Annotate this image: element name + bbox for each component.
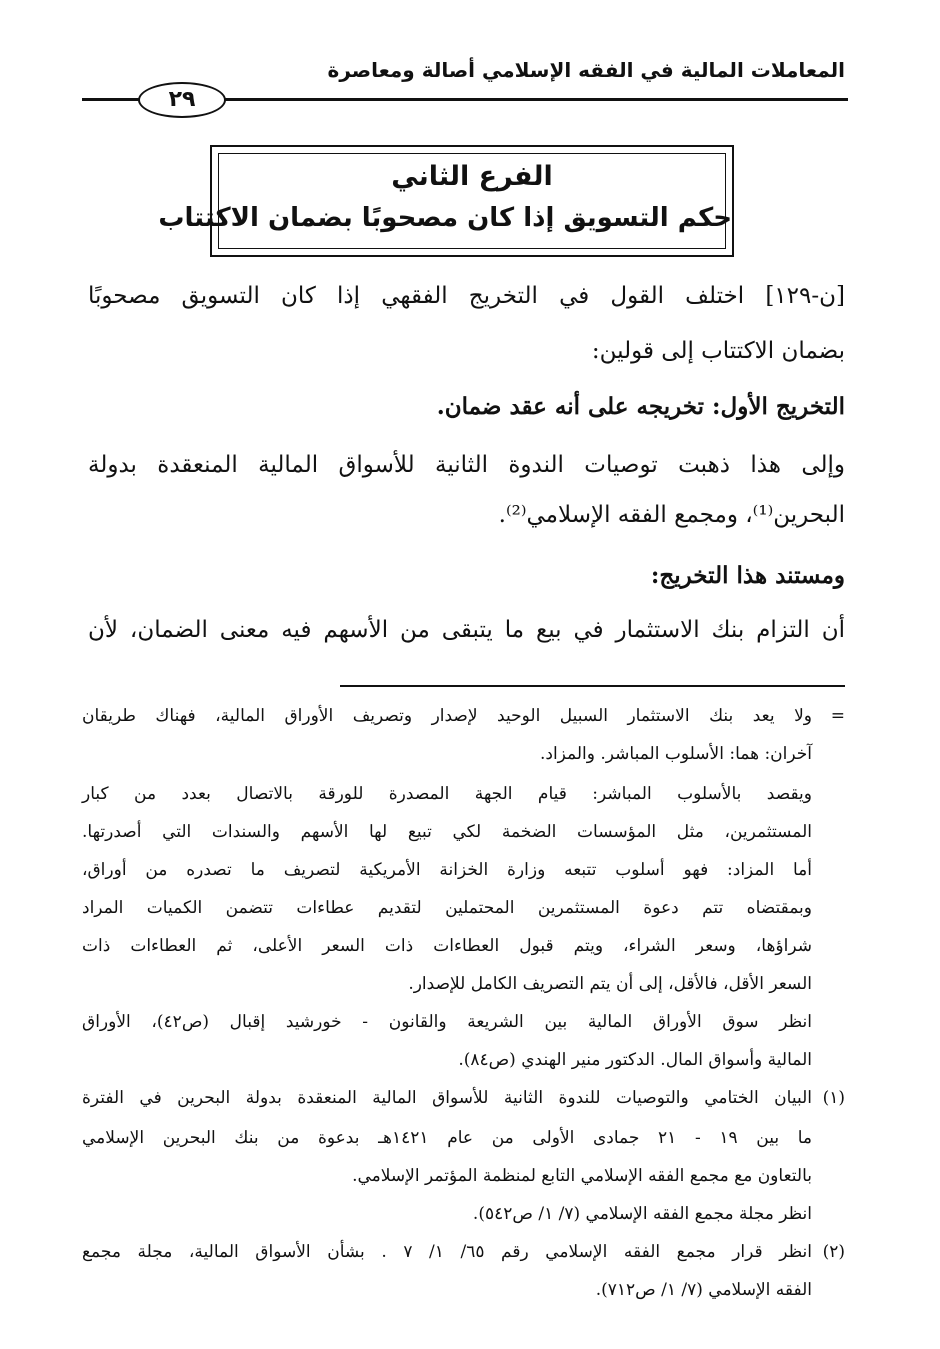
- paragraph-line: وإلى هذا ذهبت توصيات الندوة الثانية للأسواق المالية المنعقدة بدولة: [88, 452, 845, 478]
- footnote-2-line: الفقه الإسلامي (٧/ ١/ ص٧١٢).: [595, 1280, 812, 1300]
- footnote-line: السعر الأقل، فالأقل، إلى أن يتم التصريف الكامل للإصدار.: [408, 974, 812, 994]
- paragraph-line: البحرين⁽¹⁾، ومجمع الفقه الإسلامي⁽²⁾.: [498, 502, 845, 528]
- footnote-2-marker: (٢): [822, 1242, 845, 1262]
- page-number: ٢٩: [138, 82, 226, 118]
- footnote-line: شراؤها، وسعر الشراء، ويتم قبول العطاءات ذات السعر الأعلى، ثم العطاءات ذات: [82, 936, 812, 956]
- paragraph-line: [ن-١٢٩] اختلف القول في التخريج الفقهي إذا كان التسويق مصحوبًا: [88, 283, 845, 309]
- footnote-1-line: انظر مجلة مجمع الفقه الإسلامي (٧/ ١/ ص٥٤٢).: [472, 1204, 812, 1224]
- footnote-rule: [340, 685, 845, 687]
- paragraph-line: بضمان الاكتتاب إلى قولين:: [591, 338, 845, 364]
- footnote-line: ويقصد بالأسلوب المباشر: قيام الجهة المصدرة للورقة بالاتصال بعدد من كبار: [82, 784, 812, 804]
- subheading: التخريج الأول: تخريجه على أنه عقد ضمان.: [436, 393, 845, 420]
- section-subtitle: حكم التسويق إذا كان مصحوبًا بضمان الاكتتاب: [158, 203, 732, 233]
- footnote-line: وبمقتضاه تتم دعوة المستثمرين المحتملين لتقديم عطاءات تتضمن الكميات المراد: [82, 898, 812, 918]
- footnote-1-line: بالتعاون مع مجمع الفقه الإسلامي التابع لمنظمة المؤتمر الإسلامي.: [352, 1166, 812, 1186]
- footnote-1-line: ما بين ١٩ - ٢١ جمادى الأولى من عام ١٤٢١هـ بدعوة من بنك البحرين الإسلامي: [82, 1128, 812, 1148]
- running-title: المعاملات المالية في الفقه الإسلامي أصالة ومعاصرة: [327, 58, 845, 82]
- footnote-line: المستثمرين، مثل المؤسسات الضخمة لكي تبيع لها الأسهم والسندات التي أصدرتها.: [82, 822, 812, 842]
- footnote-1-line: البيان الختامي والتوصيات للندوة الثانية للأسواق المالية المنعقدة بدولة البحرين في الفترة: [82, 1088, 812, 1108]
- footnote-2-line: انظر قرار مجمع الفقه الإسلامي رقم ٦٥/ ١/ ٧ . بشأن الأسواق المالية، مجلة مجمع: [82, 1242, 812, 1262]
- section-title: الفرع الثاني: [391, 161, 553, 192]
- paragraph-line: أن التزام بنك الاستثمار في بيع ما يتبقى من الأسهم فيه معنى الضمان، لأن: [88, 617, 845, 643]
- section-title-box: [158, 145, 734, 257]
- footnote-1-marker: (١): [822, 1088, 845, 1108]
- footnote-line: أما المزاد: فهو أسلوب تتبعه وزارة الخزانة الأمريكية لتصريف ما تصدره من أوراق،: [82, 860, 812, 880]
- footnote-line: المالية وأسواق المال. الدكتور منير الهندي (ص٨٤).: [458, 1050, 812, 1070]
- footnote-continuation-marker: =: [830, 706, 845, 726]
- footnote-line: آخران: هما: الأسلوب المباشر. والمزاد.: [539, 744, 812, 764]
- subheading: ومستند هذا التخريج:: [650, 562, 845, 589]
- footnote-line: انظر سوق الأوراق المالية بين الشريعة والقانون - خورشيد إقبال (ص٤٢)، الأوراق: [82, 1012, 812, 1032]
- footnote-line: ولا يعد بنك الاستثمار السبيل الوحيد لإصدار وتصريف الأوراق المالية، فهناك طريقان: [82, 706, 812, 726]
